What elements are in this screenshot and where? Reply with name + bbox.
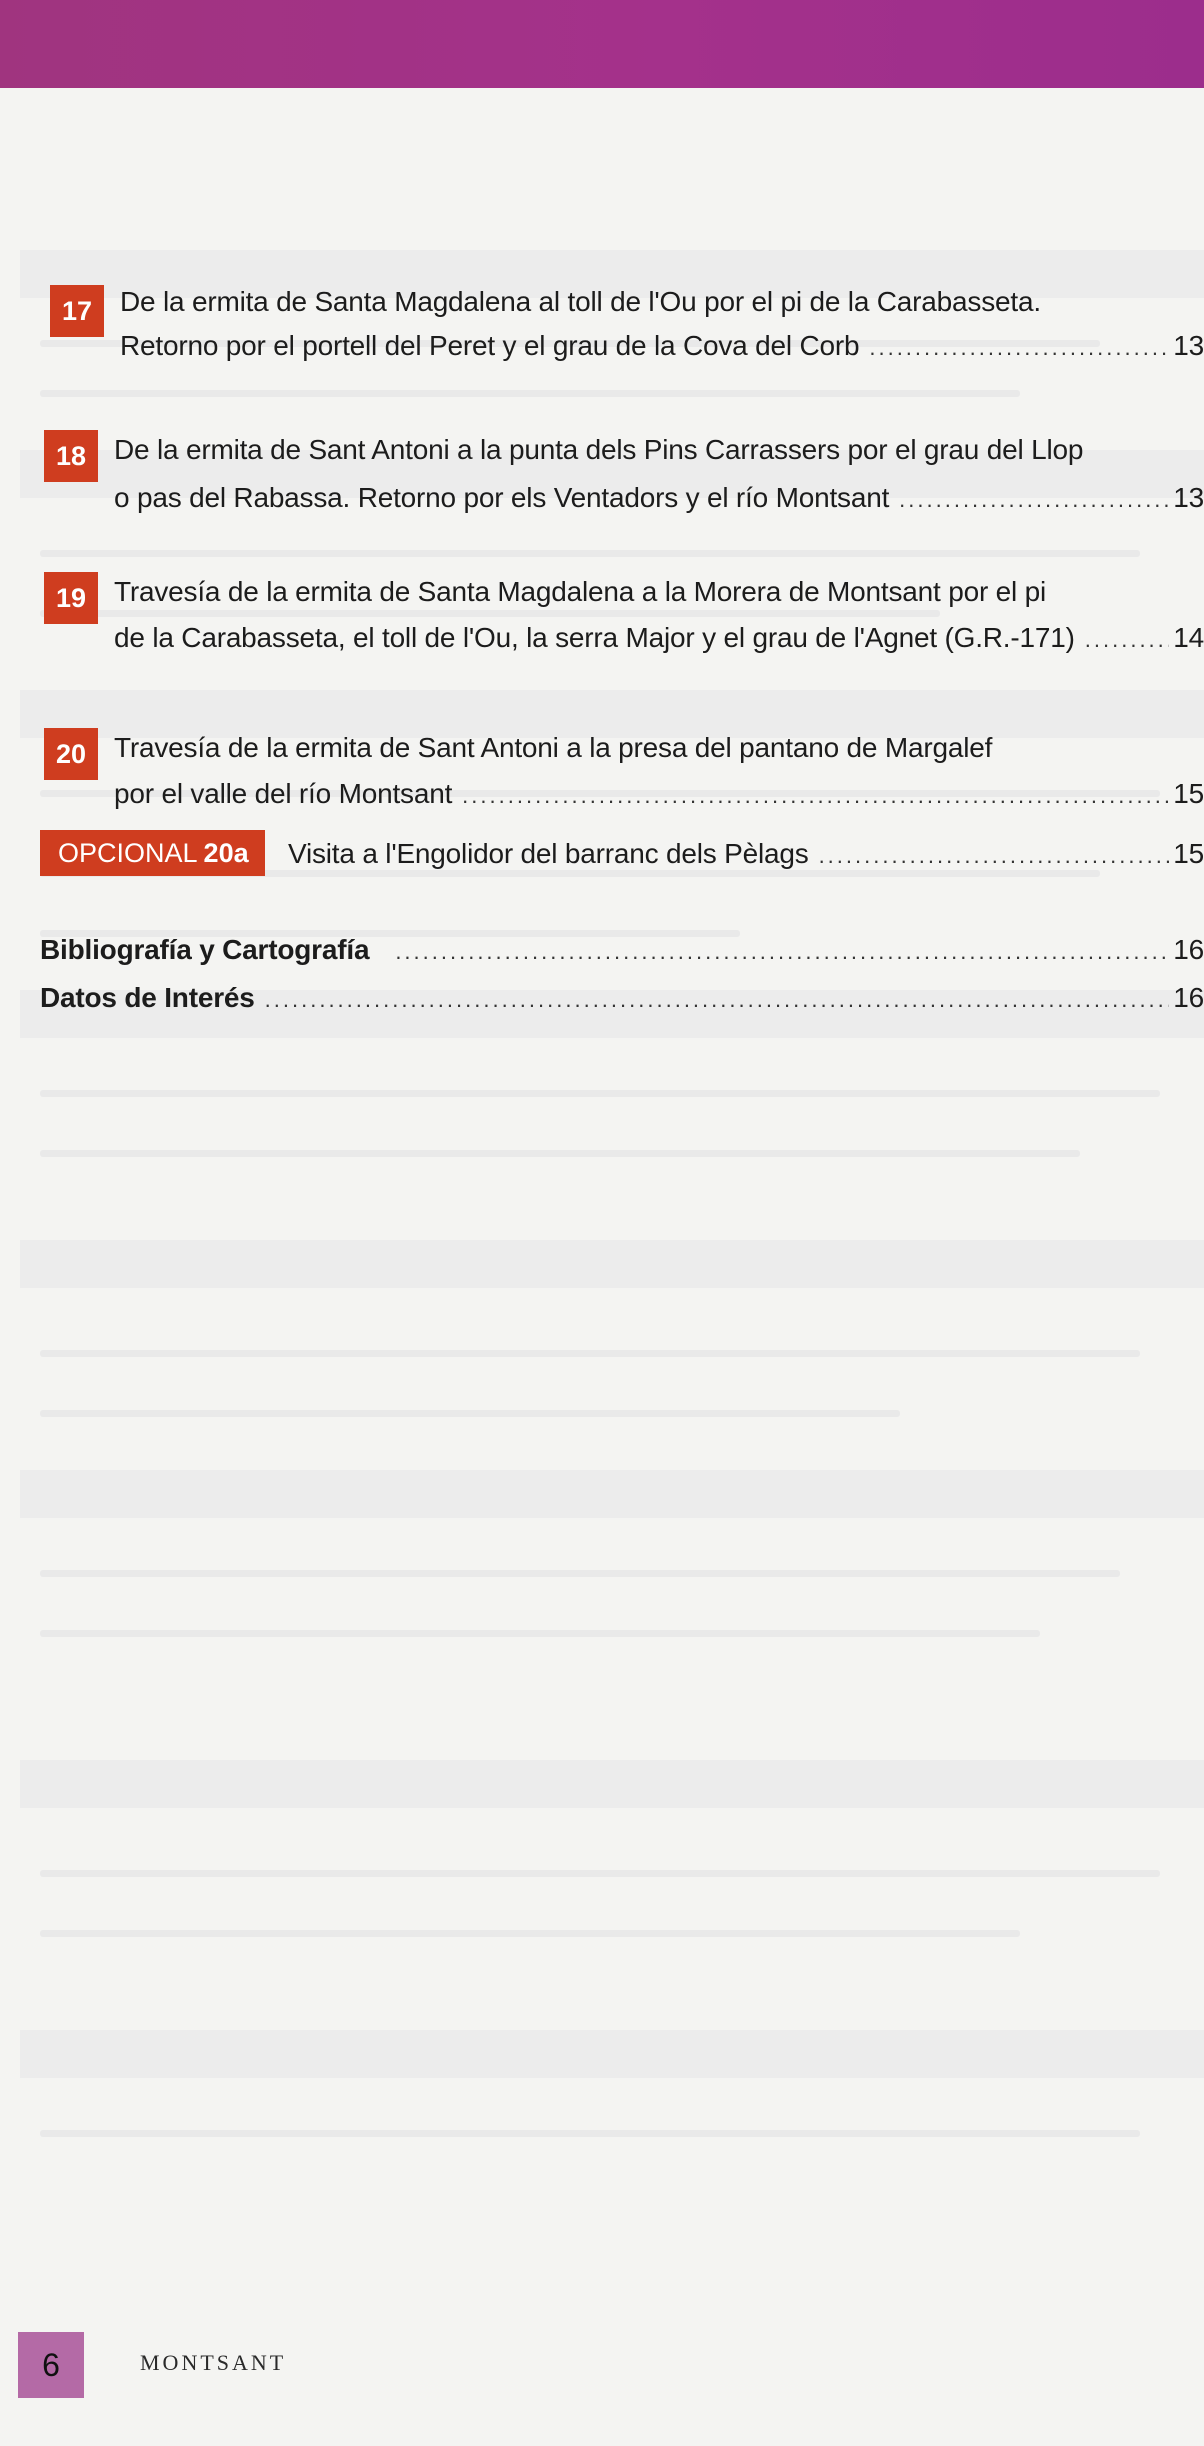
toc-entry-18[interactable] (40, 430, 1204, 540)
entry-title-line1: Travesía de la ermita de Santa Magdalena a la Morera de Montsant por el pi (114, 576, 1047, 607)
dot-leader (899, 478, 1169, 522)
entry-line2-text: o pas del Rabassa. Retorno por els Ventadors y el río Montsant (114, 482, 890, 513)
page-number: 16 (1173, 934, 1204, 965)
page-number: 13 (1173, 330, 1204, 361)
bibliografia-text: Bibliografía y Cartografía (40, 934, 370, 965)
entry-title-line2 (114, 476, 1204, 522)
optional-label: OPCIONAL (58, 837, 198, 868)
dot-leader (1085, 618, 1169, 662)
toc-entry-20[interactable] (40, 728, 1204, 828)
entry-line2-text: de la Carabasseta, el toll de l'Ou, la serra Major y el grau de l'Agnet (G.R.-171) (114, 622, 1075, 653)
datos-interes-text: Datos de Interés (40, 982, 255, 1013)
entry-title-line1: De la ermita de Santa Magdalena al toll de l'Ou por el pi de la Carabasseta. (120, 286, 1041, 317)
dot-leader (395, 930, 1169, 974)
footer-page-number: 6 (18, 2332, 84, 2398)
toc-entry-datos-interes[interactable] (40, 976, 1204, 1022)
entry-line2-text: Retorno por el portell del Peret y el grau de la Cova del Corb (120, 330, 860, 361)
optional-route-badge (40, 830, 265, 876)
entry-title-line1: De la ermita de Sant Antoni a la punta dels Pins Carrassers por el grau del Llop (114, 434, 1084, 465)
toc-entry-optional-20a[interactable] (288, 832, 1204, 878)
page-number: 16 (1173, 982, 1204, 1013)
entry-title-line1: Travesía de la ermita de Sant Antoni a la presa del pantano de Margalef (114, 732, 993, 763)
entry-title-line2 (114, 616, 1204, 662)
dot-leader (819, 834, 1170, 878)
page-number: 15 (1173, 838, 1204, 869)
footer-book-title: MONTSANT (140, 2350, 287, 2375)
entry-title-line2 (120, 324, 1204, 370)
header-color-band (0, 0, 1204, 88)
route-number-badge: 19 (44, 572, 98, 624)
optional-code: 20a (203, 837, 249, 868)
route-number-badge: 20 (44, 728, 98, 780)
optional-entry-text: Visita a l'Engolidor del barranc dels Pèlags (288, 838, 809, 869)
page-number: 14 (1173, 622, 1204, 653)
toc-entry-bibliografia[interactable] (40, 928, 1204, 974)
toc-entry-19[interactable] (40, 572, 1204, 682)
entry-title-line2 (114, 772, 1204, 818)
dot-leader (869, 326, 1169, 370)
page-number: 13 (1173, 482, 1204, 513)
page-number: 15 (1173, 778, 1204, 809)
dot-leader (265, 978, 1170, 1022)
dot-leader (462, 774, 1169, 818)
toc-entry-17[interactable] (40, 270, 1204, 380)
route-number-badge: 17 (50, 285, 104, 337)
entry-line2-text: por el valle del río Montsant (114, 778, 453, 809)
route-number-badge: 18 (44, 430, 98, 482)
